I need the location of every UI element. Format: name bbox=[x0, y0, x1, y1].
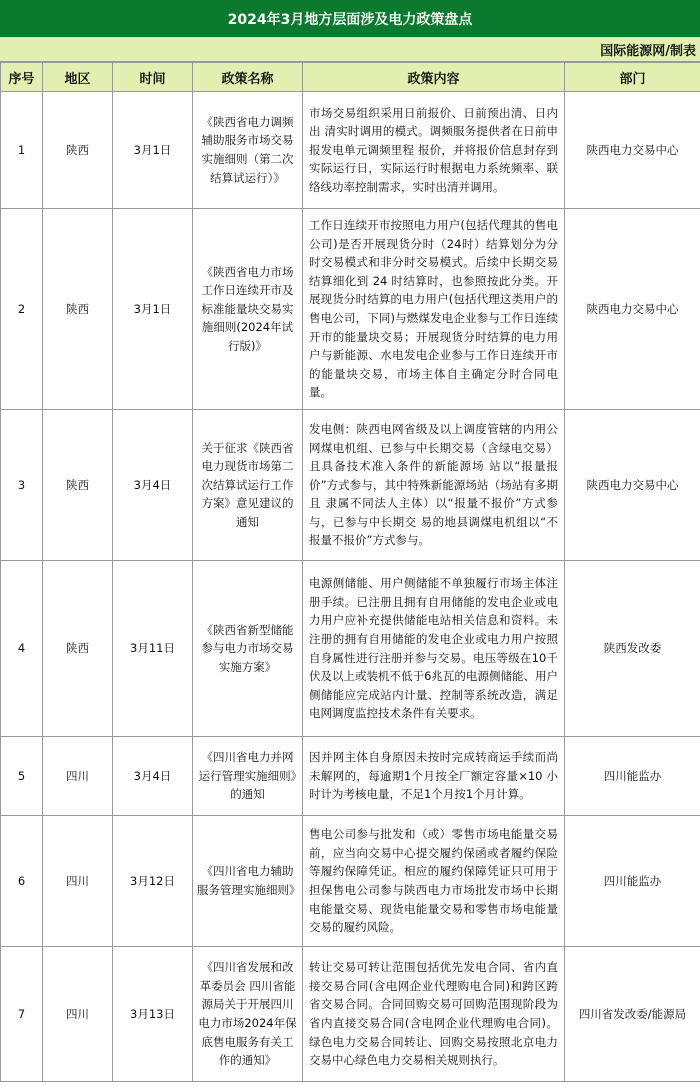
cell-policy-name: 《陕西省电力市场工作日连续开市及标准能量块交易实施细则(2024年试行版)》 bbox=[193, 209, 303, 410]
cell-date: 3月1日 bbox=[113, 209, 193, 410]
cell-date: 3月11日 bbox=[113, 561, 193, 737]
header-no: 序号 bbox=[1, 63, 43, 92]
header-policy-name: 政策名称 bbox=[193, 63, 303, 92]
table-row bbox=[1, 947, 700, 1082]
cell-department: 陕西电力交易中心 bbox=[565, 209, 700, 410]
cell-department: 四川省发改委/能源局 bbox=[565, 947, 700, 1082]
cell-policy-content: 发电侧：陕西电网省级及以上调度管辖的内用公网煤电机组、已参与中长期交易（含绿电交易）且具备技术准入条件的新能源场 站以“报量报价”方式参与，其中特殊新能源场站（场站有多期且 隶属不同法人主体）以“报量不报价”方式参与，已参与中长期交 易的地县调煤电机组以“不报量不报价”方式参与。 bbox=[303, 410, 565, 561]
table-row bbox=[1, 816, 700, 947]
cell-policy-content: 转让交易可转让范围包括优先发电合同、省内直接交易合同(含电网企业代理购电合同)和跨区跨省交易合同。合同回购交易可回购范围现阶段为省内直接交易合同(含电网企业代理购电合同)。绿色电力交易合同转让、回购交易按照北京电力交易中心绿色电力交易相关规则执行。 bbox=[303, 947, 565, 1082]
cell-policy-name: 《四川省电力并网运行管理实施细则》的通知 bbox=[193, 737, 303, 816]
cell-department: 四川能监办 bbox=[565, 737, 700, 816]
table-row bbox=[1, 410, 700, 561]
cell-policy-content: 工作日连续开市按照电力用户(包括代理其的售电公司)是否开展现货分时（24时）结算划分为分时交易模式和非分时交易模式。后续中长期交易结算细化到 24 时结算时，也参照按此分类。开展现货分时结算的电力用户(包括代理这类用户的售电公司，下同)与燃煤发电企业参与工作日连续开市的能量块交易；开展现货分时结算的电力用户与新能源、水电发电企业参与工作日连续开市的能量块交易，市场主体自主确定分时合同电量。 bbox=[303, 209, 565, 410]
cell-policy-content: 电源侧储能、用户侧储能不单独履行市场主体注册手续。已注册且拥有自用储能的发电企业或电力用户应补充提供储能电站相关信息和资料。未注册的拥有自用储能的发电企业或电力用户按照自身属性进行注册并参与交易。电压等级在10千伏及以上或装机不低于6兆瓦的电源侧储能、用户侧储能应完成站内计量、控制等系统改造，满足电网调度监控技术条件有关要求。 bbox=[303, 561, 565, 737]
cell-policy-name: 关于征求《陕西省电力现货市场第二次结算试运行工作方案》意见建议的通知 bbox=[193, 410, 303, 561]
cell-no: 5 bbox=[1, 737, 43, 816]
header-region: 地区 bbox=[43, 63, 113, 92]
cell-no: 7 bbox=[1, 947, 43, 1082]
cell-department: 陕西电力交易中心 bbox=[565, 92, 700, 209]
cell-region: 陕西 bbox=[43, 561, 113, 737]
cell-department: 陕西电力交易中心 bbox=[565, 410, 700, 561]
policy-table bbox=[0, 62, 700, 1082]
cell-date: 3月4日 bbox=[113, 410, 193, 561]
table-row bbox=[1, 561, 700, 737]
header-date: 时间 bbox=[113, 63, 193, 92]
cell-region: 四川 bbox=[43, 947, 113, 1082]
cell-department: 陕西发改委 bbox=[565, 561, 700, 737]
cell-no: 1 bbox=[1, 92, 43, 209]
cell-policy-name: 《陕西省电力调频辅助服务市场交易实施细则（第二次结算试运行）》 bbox=[193, 92, 303, 209]
header-row bbox=[1, 63, 700, 92]
cell-date: 3月13日 bbox=[113, 947, 193, 1082]
cell-policy-content: 因并网主体自身原因未按时完成转商运手续而尚未解网的，每逾期1个月按全厂额定容量×10 小时计为考核电量，不足1个月按1个月计算。 bbox=[303, 737, 565, 816]
cell-policy-name: 《陕西省新型储能参与电力市场交易实施方案》 bbox=[193, 561, 303, 737]
cell-no: 4 bbox=[1, 561, 43, 737]
cell-region: 陕西 bbox=[43, 410, 113, 561]
cell-date: 3月4日 bbox=[113, 737, 193, 816]
cell-region: 陕西 bbox=[43, 209, 113, 410]
cell-region: 陕西 bbox=[43, 92, 113, 209]
cell-policy-name: 《四川省发展和改革委员会 四川省能源局关于开展四川电力市场2024年保底售电服务有关工作的通知》 bbox=[193, 947, 303, 1082]
cell-region: 四川 bbox=[43, 816, 113, 947]
header-department: 部门 bbox=[565, 63, 700, 92]
cell-policy-name: 《四川省电力辅助服务管理实施细则》 bbox=[193, 816, 303, 947]
cell-date: 3月1日 bbox=[113, 92, 193, 209]
cell-policy-content: 售电公司参与批发和（或）零售市场电能量交易前，应当向交易中心提交履约保函或者履约保险等履约保障凭证。相应的履约保障凭证只可用于担保售电公司参与陕西电力市场批发市场中长期电能量交易、现货电能量交易和零售市场电能量交易的履约风险。 bbox=[303, 816, 565, 947]
page-title: 2024年3月地方层面涉及电力政策盘点 bbox=[0, 0, 700, 38]
cell-no: 3 bbox=[1, 410, 43, 561]
table-row bbox=[1, 92, 700, 209]
cell-no: 6 bbox=[1, 816, 43, 947]
cell-no: 2 bbox=[1, 209, 43, 410]
cell-region: 四川 bbox=[43, 737, 113, 816]
cell-policy-content: 市场交易组织采用日前报价、日前预出清、日内出 清实时调用的模式。调频服务提供者在日前申报发电单元调频里程 报价，并将报价信息封存到实际运行日，实际运行时根据电力系统频率、联络线功率控制需求，实时出清并调用。 bbox=[303, 92, 565, 209]
table-row bbox=[1, 209, 700, 410]
header-policy-content: 政策内容 bbox=[303, 63, 565, 92]
cell-date: 3月12日 bbox=[113, 816, 193, 947]
source-credit: 国际能源网/制表 bbox=[0, 38, 700, 62]
table-row bbox=[1, 737, 700, 816]
cell-department: 四川能监办 bbox=[565, 816, 700, 947]
